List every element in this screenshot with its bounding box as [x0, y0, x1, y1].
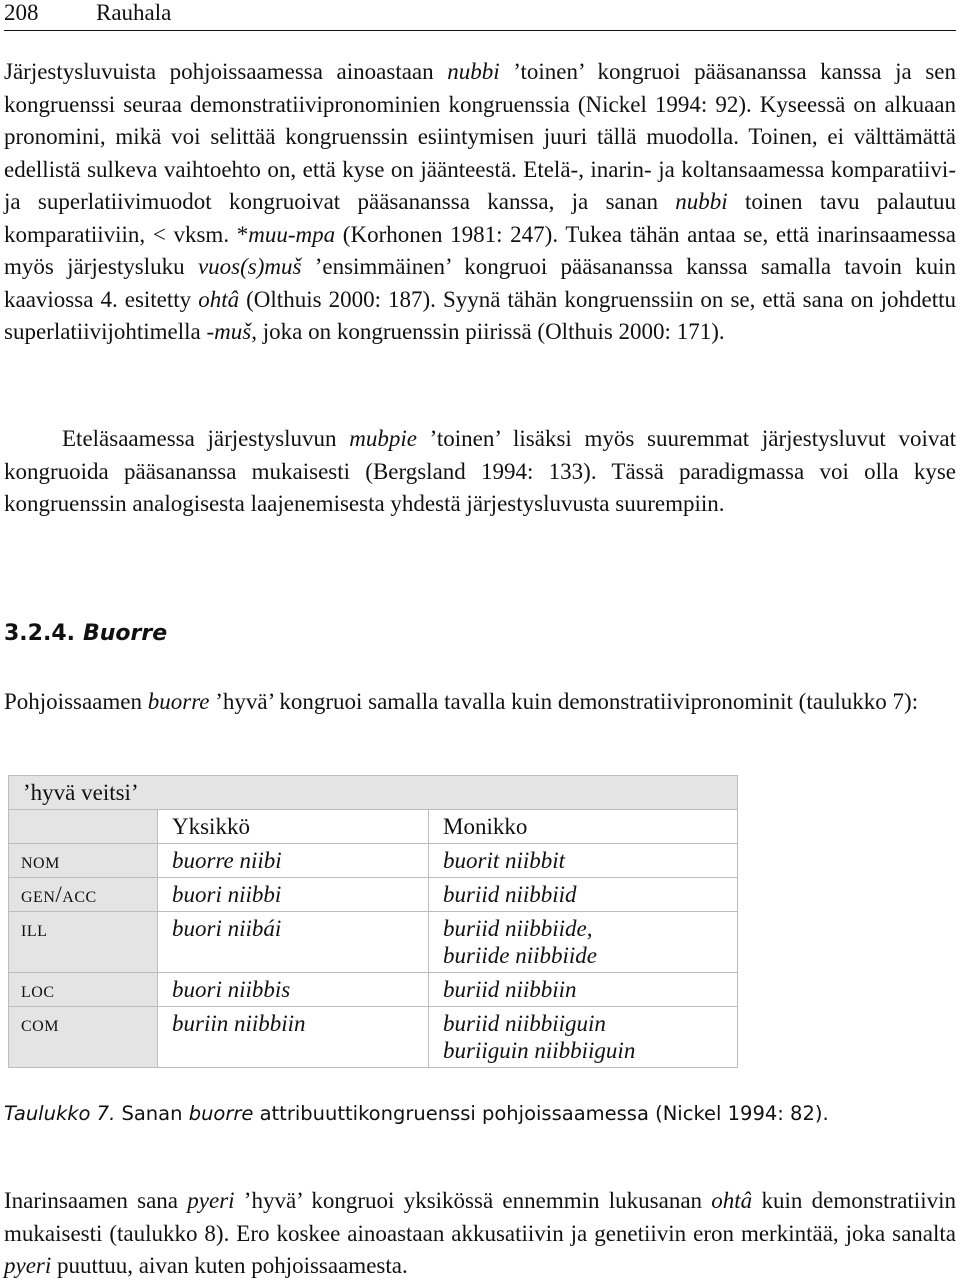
section-number: 3.2.4.: [4, 621, 75, 646]
case-text: ill: [21, 916, 48, 941]
running-head-author: Rauhala: [96, 0, 172, 25]
table-row: [9, 844, 738, 878]
text-run: ’toinen’ lisäksi myös suuremmat järjestysluvut voivat kongruoida pääsananssa mukaisesti (Bergsland 1994: 133). Tässä paradigmassa voi olla kyse kongruenssin analogisesta laajenemisesta yhdestä järjestysluvusta suurempiin.: [4, 426, 956, 516]
italic-term: nubbi: [675, 189, 728, 214]
case-text: nom: [21, 848, 60, 873]
case-label: [9, 1007, 158, 1068]
italic-term: nubbi: [447, 59, 500, 84]
form-text: buriin niibbiin: [172, 1011, 306, 1036]
case-label: [9, 878, 158, 912]
form-text: buriid niibbiide,: [443, 916, 593, 941]
table-row: [9, 878, 738, 912]
paragraph-inari-pyeri: [4, 1185, 956, 1283]
text-run: ’hyvä’ kongruoi yksikössä ennemmin lukusanan: [234, 1188, 712, 1213]
table-title-row: [9, 776, 738, 810]
singular-form: [158, 878, 429, 912]
singular-form: [158, 912, 429, 973]
table-caption: [4, 1100, 956, 1128]
italic-term: ohtâ: [711, 1188, 753, 1213]
text-run: (Korhonen 1981: 247). Tukea tähän antaa se, että inarinsaamessa myös järjestysluku: [4, 221, 956, 279]
text-run: (Olthuis 2000: 187). Syynä tähän kongruenssiin on se, että sana on johdettu superlatiivijohtimella -: [4, 286, 956, 344]
text-run: Pohjoissaamen: [4, 689, 148, 714]
section-heading: [4, 618, 167, 650]
form-text: buorre niibi: [172, 848, 282, 873]
italic-term: muš: [214, 319, 252, 344]
section-title: Buorre: [83, 621, 168, 646]
italic-term: vuos(s)muš: [197, 254, 302, 279]
text-run: Järjestysluvuista pohjoissaamessa ainoastaan: [4, 59, 448, 84]
italic-term: buorre: [188, 1102, 254, 1125]
form-text: buriide niibbiide: [443, 943, 597, 968]
text-run: ’hyvä’ kongruoi samalla tavalla kuin demonstratiivipronominit (taulukko 7):: [209, 689, 919, 714]
case-label: [9, 844, 158, 878]
table-header-row: [9, 810, 738, 844]
text-run: attribuuttikongruenssi pohjoissaamessa (Nickel 1994: 82).: [253, 1102, 829, 1125]
italic-term: pyeri: [4, 1253, 52, 1278]
singular-form: [158, 844, 429, 878]
form-text: buriiguin niibbiiguin: [443, 1038, 636, 1063]
singular-form: [158, 973, 429, 1007]
italic-term: pyeri: [187, 1188, 235, 1213]
paragraph-buorre-intro: [4, 686, 956, 719]
text-run: Inarinsaamen sana: [4, 1188, 188, 1213]
table-7-buorre-paradigm: [8, 775, 738, 1068]
table-row: [9, 912, 738, 973]
plural-form: [429, 912, 738, 973]
running-header: [4, 0, 956, 31]
col-header-singular: Yksikkö: [158, 810, 429, 844]
form-text: buriid niibbiiguin: [443, 1011, 606, 1036]
case-label: [9, 912, 158, 973]
italic-term: mubpie: [349, 426, 417, 451]
text-run: ’ensimmäinen’ kongruoi pääsananssa kanssa samalla tavoin kuin kaaviossa 4. esitetty: [4, 254, 956, 312]
table-corner: [9, 810, 158, 844]
case-text: com: [21, 1011, 59, 1036]
plural-form: [429, 878, 738, 912]
form-text: buori niibái: [172, 916, 282, 941]
plural-form: [429, 1007, 738, 1068]
case-text: gen/acc: [21, 882, 97, 907]
form-text: buori niibbi: [172, 882, 282, 907]
plural-form: [429, 844, 738, 878]
table-title: ’hyvä veitsi’: [9, 776, 738, 810]
form-text: buriid niibbiin: [443, 977, 577, 1002]
form-text: buorit niibbit: [443, 848, 566, 873]
case-label: [9, 973, 158, 1007]
paragraph-ordinals-north-saami: [4, 56, 956, 349]
text-run: Eteläsaamessa järjestysluvun: [62, 426, 350, 451]
text-run: Sanan: [115, 1102, 189, 1125]
italic-term: muu-mpa: [248, 221, 336, 247]
paragraph-south-saami: [4, 423, 956, 521]
text-run: puuttuu, aivan kuten pohjoissaamesta.: [51, 1253, 408, 1278]
text-run: kuin demonstratiivin mukaisesti (taulukko 8). Ero koskee ainoastaan akkusatiivin ja genetiivin eron merkintää, joka sanalta: [4, 1188, 956, 1246]
italic-term: buorre: [147, 689, 210, 714]
italic-term: ohtâ: [198, 286, 240, 312]
text-run: , joka on kongruenssin piirissä (Olthuis 2000: 171).: [251, 319, 725, 344]
form-text: buori niibbis: [172, 977, 291, 1002]
col-header-plural: Monikko: [429, 810, 738, 844]
singular-form: [158, 1007, 429, 1068]
case-text: loc: [21, 977, 55, 1002]
text-run: ’toinen’ kongruoi pääsananssa kanssa ja sen kongruenssi seuraa demonstratiivipronominien kongruenssia (Nickel 1994: 92). Kyseessä on alkuaan pronomini, mikä voi selittää kongruenssin esiintymisen juuri tällä muodolla. Toinen, ei välttämättä edellistä sulkeva vaihtoehto on, että kyse on jäänteestä. Etelä-, inarin- ja koltansaamessa komparatiivi- ja superlatiivimuodot kongruoivat pääsananssa kanssa, ja sanan: [4, 59, 956, 214]
table-row: [9, 973, 738, 1007]
form-text: buriid niibbiid: [443, 882, 577, 907]
plural-form: [429, 973, 738, 1007]
text-run: toinen tavu palautuu komparatiiviin, < vksm. *: [4, 189, 956, 247]
caption-label: Taulukko 7.: [4, 1102, 116, 1125]
table-row: [9, 1007, 738, 1068]
page-number: 208: [4, 0, 39, 25]
